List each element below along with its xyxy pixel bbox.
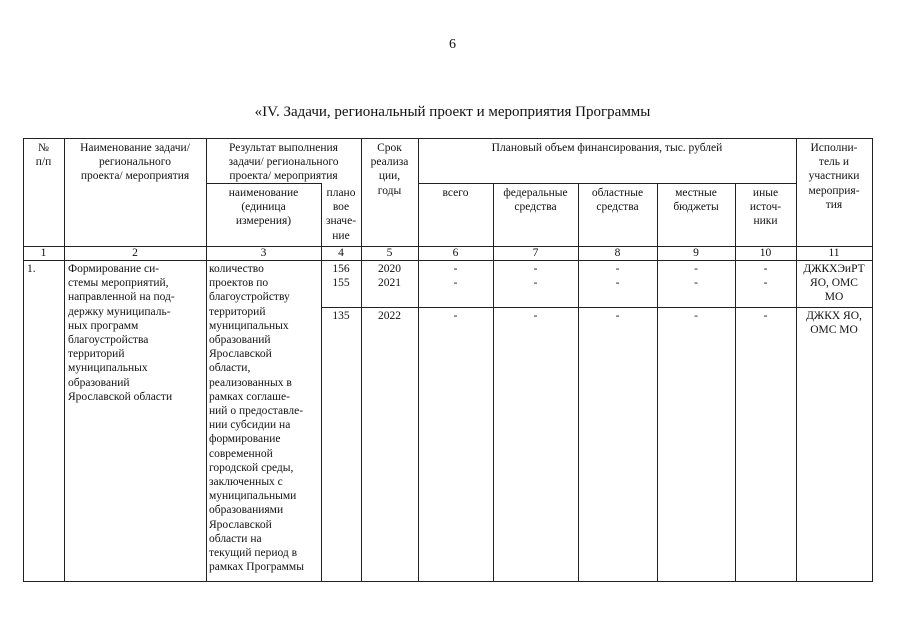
planned-value-1: 156 155	[332, 263, 350, 290]
column-number-1: 1	[40, 247, 47, 259]
local-2: -	[694, 310, 698, 322]
col-line-6	[493, 183, 494, 582]
col-line-11	[872, 138, 873, 582]
page-number: 6	[449, 37, 456, 52]
row-number: 1.	[27, 263, 36, 275]
column-number-11: 11	[828, 247, 840, 259]
header-local: местные бюджеты	[673, 187, 719, 214]
total-1: - -	[453, 263, 458, 290]
header-task-name: Наименование задачи/ регионального проекта/ мероприятия	[80, 142, 190, 183]
table-border-top	[23, 138, 873, 139]
header-term: Срок реализа ции, годы	[370, 142, 409, 197]
col-line-9	[735, 183, 736, 582]
regional-1: - -	[615, 263, 620, 290]
years-2: 2022	[378, 310, 401, 322]
other-1: - -	[763, 263, 768, 290]
subrow-divider	[321, 307, 873, 308]
table-border-bottom	[23, 581, 873, 582]
header-divider-finance	[418, 183, 796, 184]
column-number-9: 9	[693, 247, 699, 259]
federal-2: -	[533, 310, 538, 322]
header-result-group: Результат выполнения задачи/ регионального проекта/ мероприятия	[228, 142, 339, 183]
col-line-1	[64, 138, 65, 582]
result-name: количество проектов по благоустройству территорий муниципальных образований Ярославской области, реализованных в рамках соглаше- ний о предоставле- нии субсидии на формирование современной городской среды, заключенных с муниципальными образованиями Ярославской области на текущий период в рамках Программы	[209, 263, 304, 574]
column-number-8: 8	[614, 247, 621, 259]
executor-1: ДЖКХЭиРТ ЯО, ОМС МО	[803, 263, 865, 304]
col-line-5	[418, 138, 419, 582]
regional-2: -	[615, 310, 620, 322]
col-line-0	[23, 138, 24, 582]
header-other: иные источ- ники	[749, 187, 782, 228]
header-finance-group: Плановый объем финансирования, тыс. рублей	[491, 142, 723, 154]
header-executor: Исполни- тель и участники мероприя- тия	[808, 142, 860, 211]
column-number-4: 4	[338, 247, 344, 259]
header-result-name: наименование (единица измерения)	[228, 187, 299, 228]
header-planned-value: плано вое значе- ние	[325, 187, 357, 242]
column-number-6: 6	[452, 247, 459, 259]
section-title: «IV. Задачи, региональный проект и мероприятия Программы	[254, 104, 651, 120]
header-number: № п/п	[35, 142, 52, 169]
other-2: -	[763, 310, 768, 322]
header-total: всего	[442, 187, 469, 199]
column-number-7: 7	[532, 247, 539, 259]
column-number-3: 3	[260, 247, 267, 259]
years-1: 2020 2021	[378, 263, 401, 290]
task-name: Формирование си- стемы мероприятий, направленной на под- держку муниципаль- ных программ благоустройства территорий муниципальных образований Ярославской области	[68, 263, 175, 403]
executor-2: ДЖКХ ЯО, ОМС МО	[806, 310, 862, 337]
col-line-8	[657, 183, 658, 582]
federal-1: - -	[533, 263, 538, 290]
col-line-3	[321, 183, 322, 582]
total-2: -	[453, 310, 458, 322]
header-federal: федеральные средства	[503, 187, 568, 214]
col-line-7	[578, 183, 579, 582]
planned-value-2: 135	[332, 310, 350, 322]
local-1: - -	[694, 263, 698, 290]
column-number-10: 10	[759, 247, 772, 259]
column-number-2: 2	[132, 247, 138, 259]
header-regional: областные средства	[591, 187, 644, 214]
program-table	[23, 138, 873, 582]
column-number-5: 5	[386, 247, 393, 259]
col-line-4	[361, 138, 362, 582]
